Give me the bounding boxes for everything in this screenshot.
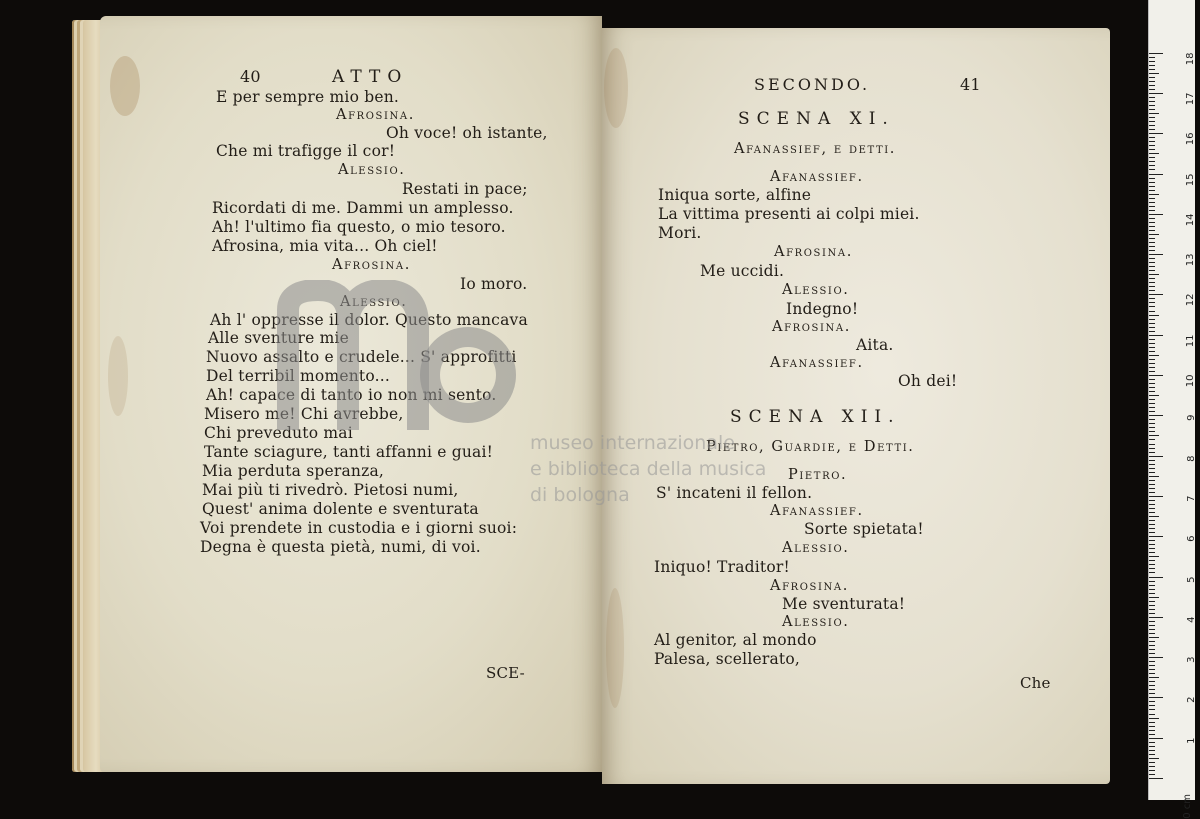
- running-head-left: ATTO: [332, 67, 409, 87]
- ruler-tick: [1149, 81, 1155, 82]
- ruler-tick: [1149, 242, 1155, 243]
- ruler-tick: [1149, 117, 1155, 118]
- ruler-tick: [1149, 548, 1155, 549]
- ruler-tick: [1149, 222, 1155, 223]
- ruler-tick: [1149, 97, 1155, 98]
- ruler-tick: [1149, 589, 1155, 590]
- ruler-number: 13: [1185, 253, 1197, 267]
- ruler-tick: [1149, 419, 1155, 420]
- ruler-tick: [1149, 335, 1163, 336]
- speaker-pietro: Pietro.: [788, 467, 848, 483]
- watermark-line-2: e biblioteca della musica: [530, 458, 767, 480]
- ruler-tick: [1149, 649, 1155, 650]
- ruler-number: 14: [1185, 213, 1197, 227]
- ruler-tick: [1149, 407, 1155, 408]
- ruler-tick: [1149, 774, 1155, 775]
- page-number-left: 40: [240, 67, 261, 86]
- r-line-12: Aita.: [856, 336, 894, 354]
- speaker-afrosina: Afrosina.: [772, 319, 851, 335]
- ruler-tick: [1149, 697, 1163, 698]
- ruler-tick: [1149, 435, 1159, 436]
- ruler-tick: [1149, 286, 1155, 287]
- ruler-tick: [1149, 302, 1155, 303]
- ruler-tick: [1149, 460, 1155, 461]
- ruler-tick: [1149, 101, 1155, 102]
- ruler-tick: [1149, 585, 1155, 586]
- ruler-tick: [1149, 323, 1155, 324]
- ruler-tick: [1149, 718, 1159, 719]
- ruler-tick: [1149, 468, 1155, 469]
- line-15: Nuovo assalto e crudele... S' approfitti: [206, 348, 517, 366]
- ruler-tick: [1149, 375, 1163, 376]
- ruler-tick: [1149, 645, 1155, 646]
- ruler-number: 17: [1185, 92, 1197, 106]
- line-6: Restati in pace;: [402, 180, 528, 198]
- ruler-tick: [1149, 754, 1155, 755]
- ruler-tick: [1149, 750, 1155, 751]
- ruler-tick: [1149, 581, 1155, 582]
- ruler-tick: [1149, 758, 1159, 759]
- ruler-tick: [1149, 202, 1155, 203]
- ruler-tick: [1149, 657, 1163, 658]
- ruler-tick: [1149, 226, 1155, 227]
- ruler-tick: [1149, 351, 1155, 352]
- ruler-tick: [1149, 315, 1159, 316]
- ruler-tick: [1149, 689, 1155, 690]
- ruler-tick: [1149, 444, 1155, 445]
- ruler-tick: [1149, 93, 1163, 94]
- ruler-tick: [1149, 77, 1155, 78]
- watermark-line-1: museo internazionale: [530, 432, 735, 454]
- ruler-tick: [1149, 709, 1155, 710]
- ruler-tick: [1149, 113, 1159, 114]
- line-13: Ah l' oppresse il dolor. Questo mancava: [210, 311, 528, 329]
- left-page: [100, 16, 602, 772]
- ruler-tick: [1149, 730, 1155, 731]
- ruler-tick: [1149, 121, 1155, 122]
- page-number-right: 41: [960, 75, 981, 94]
- ruler-tick: [1149, 238, 1155, 239]
- right-page: [602, 28, 1110, 784]
- ruler-tick: [1149, 169, 1155, 170]
- ruler-tick: [1149, 415, 1163, 416]
- ruler-tick: [1149, 685, 1155, 686]
- ruler-tick: [1149, 629, 1155, 630]
- ruler-tick: [1149, 605, 1155, 606]
- line-19: Chi preveduto mai: [204, 424, 353, 442]
- ruler-number: 6: [1185, 535, 1197, 543]
- ruler-tick: [1149, 331, 1155, 332]
- ruler-tick: [1149, 306, 1155, 307]
- speaker-alessio: Alessio.: [338, 162, 406, 178]
- ruler-tick: [1149, 439, 1155, 440]
- ruler-tick: [1149, 762, 1155, 763]
- ruler-tick: [1149, 89, 1155, 90]
- r-line-5: La vittima presenti ai colpi miei.: [658, 205, 920, 223]
- ruler-tick: [1149, 411, 1155, 412]
- ruler-tick: [1149, 593, 1155, 594]
- ruler-tick: [1149, 734, 1155, 735]
- ruler-tick: [1149, 149, 1155, 150]
- speaker-afanassief: Afanassief.: [770, 503, 864, 519]
- ruler-tick: [1149, 560, 1155, 561]
- ruler-number: 15: [1185, 173, 1197, 186]
- ruler-tick: [1149, 601, 1155, 602]
- ruler-tick: [1149, 492, 1155, 493]
- line-23: Quest' anima dolente e sventurata: [202, 500, 479, 518]
- ruler-tick: [1149, 488, 1155, 489]
- ruler-tick: [1149, 681, 1155, 682]
- ruler-tick: [1149, 165, 1155, 166]
- ruler-tick: [1149, 218, 1155, 219]
- ruler-number: 2: [1185, 696, 1197, 704]
- r-line-27: Palesa, scellerato,: [654, 650, 800, 668]
- speaker-afrosina: Afrosina.: [332, 257, 411, 273]
- ruler-tick: [1149, 161, 1155, 162]
- ruler-tick: [1149, 617, 1163, 618]
- ruler-number: 9: [1185, 414, 1197, 422]
- ruler-tick: [1149, 178, 1155, 179]
- line-25: Degna è questa pietà, numi, di voi.: [200, 538, 481, 556]
- watermark-line-3: di bologna: [530, 484, 630, 506]
- ruler-tick: [1149, 742, 1155, 743]
- speaker-afrosina: Afrosina.: [770, 578, 849, 594]
- ruler-tick: [1149, 504, 1155, 505]
- ruler-number: 12: [1185, 293, 1197, 307]
- line-7: Ricordati di me. Dammi un amplesso.: [212, 199, 514, 217]
- ruler-tick: [1149, 520, 1155, 521]
- ruler-tick: [1149, 524, 1155, 525]
- ruler-tick: [1149, 290, 1155, 291]
- ruler-tick: [1149, 641, 1155, 642]
- ruler-tick: [1149, 153, 1159, 154]
- ruler-tick: [1149, 452, 1155, 453]
- ruler-tick: [1149, 625, 1155, 626]
- ruler-tick: [1149, 391, 1155, 392]
- ruler-tick: [1149, 532, 1155, 533]
- ruler-tick: [1149, 597, 1159, 598]
- ruler-tick: [1149, 298, 1155, 299]
- ruler-tick: [1149, 379, 1155, 380]
- catchword-left: SCE-: [486, 664, 525, 682]
- ruler-tick: [1149, 653, 1155, 654]
- catchword-right: Che: [1020, 674, 1051, 692]
- ruler-tick: [1149, 778, 1163, 779]
- ruler-tick: [1149, 363, 1155, 364]
- r-line-4: Iniqua sorte, alfine: [658, 186, 812, 204]
- ruler-tick: [1149, 206, 1155, 207]
- ruler-number: 1: [1185, 737, 1197, 744]
- ruler-number: 11: [1185, 334, 1197, 347]
- ruler-tick: [1149, 403, 1155, 404]
- ruler-tick: [1149, 278, 1155, 279]
- ruler-tick: [1149, 476, 1159, 477]
- ruler-tick: [1149, 677, 1159, 678]
- ruler-tick: [1149, 282, 1155, 283]
- ruler-tick: [1149, 294, 1163, 295]
- ruler-number: 4: [1185, 616, 1197, 623]
- line-11: Io moro.: [460, 275, 528, 293]
- ruler-tick: [1149, 359, 1155, 360]
- ruler-number: 16: [1185, 132, 1197, 146]
- r-line-8: Me uccidi.: [700, 262, 785, 280]
- ruler-tick: [1149, 705, 1155, 706]
- ruler-tick: [1149, 661, 1155, 662]
- ruler-tick: [1149, 665, 1155, 666]
- r-line-20: Sorte spietata!: [804, 520, 924, 538]
- scene-heading-xii: SCENA XII.: [730, 407, 901, 427]
- ruler-tick: [1149, 141, 1155, 142]
- ruler-tick: [1149, 693, 1155, 694]
- ruler-tick: [1149, 61, 1155, 62]
- line-8: Ah! l'ultimo fia questo, o mio tesoro.: [212, 218, 506, 236]
- measurement-ruler: [1148, 0, 1197, 819]
- ruler-tick: [1149, 137, 1155, 138]
- ruler-tick: [1149, 343, 1155, 344]
- ruler-tick: [1149, 621, 1155, 622]
- ruler-tick: [1149, 234, 1159, 235]
- scene-heading-xi: SCENA XI.: [738, 109, 895, 129]
- ruler-tick: [1149, 129, 1155, 130]
- ruler-tick: [1149, 53, 1163, 54]
- line-22: Mai più ti rivedrò. Pietosi numi,: [202, 481, 459, 499]
- ruler-tick: [1149, 448, 1155, 449]
- ruler-tick: [1149, 125, 1155, 126]
- ruler-tick: [1149, 270, 1155, 271]
- ruler-tick: [1149, 319, 1155, 320]
- ruler-tick: [1149, 540, 1155, 541]
- ruler-tick: [1149, 182, 1155, 183]
- r-line-14: Oh dei!: [898, 372, 958, 390]
- ruler-tick: [1149, 347, 1155, 348]
- ruler-tick: [1149, 512, 1155, 513]
- ruler-tick: [1149, 669, 1155, 670]
- running-head-right: SECONDO.: [754, 75, 871, 94]
- ruler-tick: [1149, 431, 1155, 432]
- ruler-tick: [1149, 577, 1163, 578]
- speaker-afanassief: Afanassief.: [770, 355, 864, 371]
- ruler-tick: [1149, 464, 1155, 465]
- ruler-tick: [1149, 472, 1155, 473]
- ruler-unit-label: 0 cm: [1182, 794, 1193, 819]
- ruler-tick: [1149, 572, 1155, 573]
- ruler-tick: [1149, 230, 1155, 231]
- line-1: E per sempre mio ben.: [216, 88, 400, 106]
- ruler-tick: [1149, 367, 1155, 368]
- ruler-tick: [1149, 339, 1155, 340]
- ruler-tick: [1149, 766, 1155, 767]
- speaker-alessio: Alessio.: [782, 282, 850, 298]
- ruler-number: 3: [1185, 656, 1197, 663]
- ruler-tick: [1149, 701, 1155, 702]
- ruler-tick: [1149, 383, 1155, 384]
- ruler-tick: [1149, 613, 1155, 614]
- speaker-afrosina: Afrosina.: [336, 107, 415, 123]
- ruler-tick: [1149, 564, 1155, 565]
- ruler-tick: [1149, 133, 1163, 134]
- ruler-tick: [1149, 371, 1155, 372]
- open-book: [72, 16, 1112, 776]
- ruler-tick: [1149, 722, 1155, 723]
- speaker-alessio: Alessio.: [782, 540, 850, 556]
- line-16: Del terribil momento...: [206, 367, 390, 385]
- ruler-tick: [1149, 423, 1155, 424]
- ruler-tick: [1149, 508, 1155, 509]
- r-line-10: Indegno!: [786, 300, 859, 318]
- ruler-tick: [1149, 484, 1155, 485]
- ruler-tick: [1149, 726, 1155, 727]
- ruler-number: 18: [1185, 52, 1197, 65]
- speaker-afanassief: Afanassief.: [770, 169, 864, 185]
- ruler-tick: [1149, 145, 1155, 146]
- ruler-tick: [1149, 738, 1163, 739]
- ruler-tick: [1149, 528, 1155, 529]
- line-20: Tante sciagure, tanti affanni e guai!: [204, 443, 494, 461]
- ruler-number: 7: [1185, 495, 1197, 502]
- r-line-6: Mori.: [658, 224, 702, 242]
- speaker-alessio: Alessio.: [782, 614, 850, 630]
- r-line-22: Iniquo! Traditor!: [654, 558, 790, 576]
- ruler-tick: [1149, 673, 1155, 674]
- ruler-tick: [1149, 427, 1155, 428]
- ruler-tick: [1149, 746, 1155, 747]
- ruler-tick: [1149, 274, 1159, 275]
- line-17: Ah! capace di tanto io non mi sento.: [206, 386, 497, 404]
- ruler-tick: [1149, 355, 1159, 356]
- ruler-tick: [1149, 57, 1155, 58]
- ruler-tick: [1149, 568, 1155, 569]
- ruler-tick: [1149, 194, 1159, 195]
- ruler-tick: [1149, 556, 1159, 557]
- ruler-tick: [1149, 536, 1163, 537]
- ruler-tick: [1149, 254, 1163, 255]
- line-14: Alle sventure mie: [208, 329, 350, 347]
- ruler-number: 5: [1185, 576, 1197, 583]
- ruler-tick: [1149, 250, 1155, 251]
- ruler-tick: [1149, 65, 1155, 66]
- ruler-number: 10: [1185, 374, 1197, 388]
- ruler-tick: [1149, 186, 1155, 187]
- speaker-afrosina: Afrosina.: [774, 244, 853, 260]
- ruler-tick: [1149, 105, 1155, 106]
- ruler-tick: [1149, 198, 1155, 199]
- ruler-tick: [1149, 399, 1155, 400]
- ruler-tick: [1149, 387, 1155, 388]
- ruler-tick: [1149, 544, 1155, 545]
- ruler-tick: [1149, 266, 1155, 267]
- ruler-tick: [1149, 190, 1155, 191]
- ruler-number: 8: [1185, 455, 1197, 462]
- ruler-tick: [1149, 214, 1163, 215]
- r-line-18: S' incateni il fellon.: [656, 484, 813, 502]
- ruler-tick: [1149, 633, 1155, 634]
- line-24: Voi prendete in custodia e i giorni suoi:: [200, 519, 518, 537]
- ruler-tick: [1149, 109, 1155, 110]
- scene-cast: Afanassief, e detti.: [734, 141, 896, 157]
- line-4: Che mi trafigge il cor!: [216, 142, 396, 160]
- ruler-tick: [1149, 714, 1155, 715]
- ruler-tick: [1149, 327, 1155, 328]
- r-line-24: Me sventurata!: [782, 595, 906, 613]
- ruler-tick: [1149, 73, 1159, 74]
- ruler-tick: [1149, 85, 1155, 86]
- ruler-tick: [1149, 480, 1155, 481]
- ruler-tick: [1149, 456, 1163, 457]
- ruler-tick: [1149, 210, 1155, 211]
- ruler-tick: [1149, 496, 1163, 497]
- ruler-tick: [1149, 500, 1155, 501]
- ruler-tick: [1149, 258, 1155, 259]
- ruler-tick: [1149, 311, 1155, 312]
- line-21: Mia perduta speranza,: [202, 462, 385, 480]
- ruler-tick: [1149, 174, 1163, 175]
- ruler-tick: [1149, 262, 1155, 263]
- ruler-tick: [1149, 609, 1155, 610]
- ruler-tick: [1149, 516, 1159, 517]
- ruler-tick: [1149, 157, 1155, 158]
- speaker-alessio: Alessio.: [340, 294, 408, 310]
- line-3: Oh voce! oh istante,: [386, 124, 548, 142]
- ruler-tick: [1149, 552, 1155, 553]
- ruler-tick: [1149, 395, 1159, 396]
- line-9: Afrosina, mia vita... Oh ciel!: [212, 237, 438, 255]
- r-line-26: Al genitor, al mondo: [654, 631, 817, 649]
- ruler-tick: [1149, 246, 1155, 247]
- ruler-tick: [1149, 69, 1155, 70]
- ruler-tick: [1149, 637, 1159, 638]
- scene-cast: Pietro, Guardie, e Detti.: [706, 439, 915, 455]
- line-18: Misero me! Chi avrebbe,: [204, 405, 404, 423]
- ruler-tick: [1149, 770, 1155, 771]
